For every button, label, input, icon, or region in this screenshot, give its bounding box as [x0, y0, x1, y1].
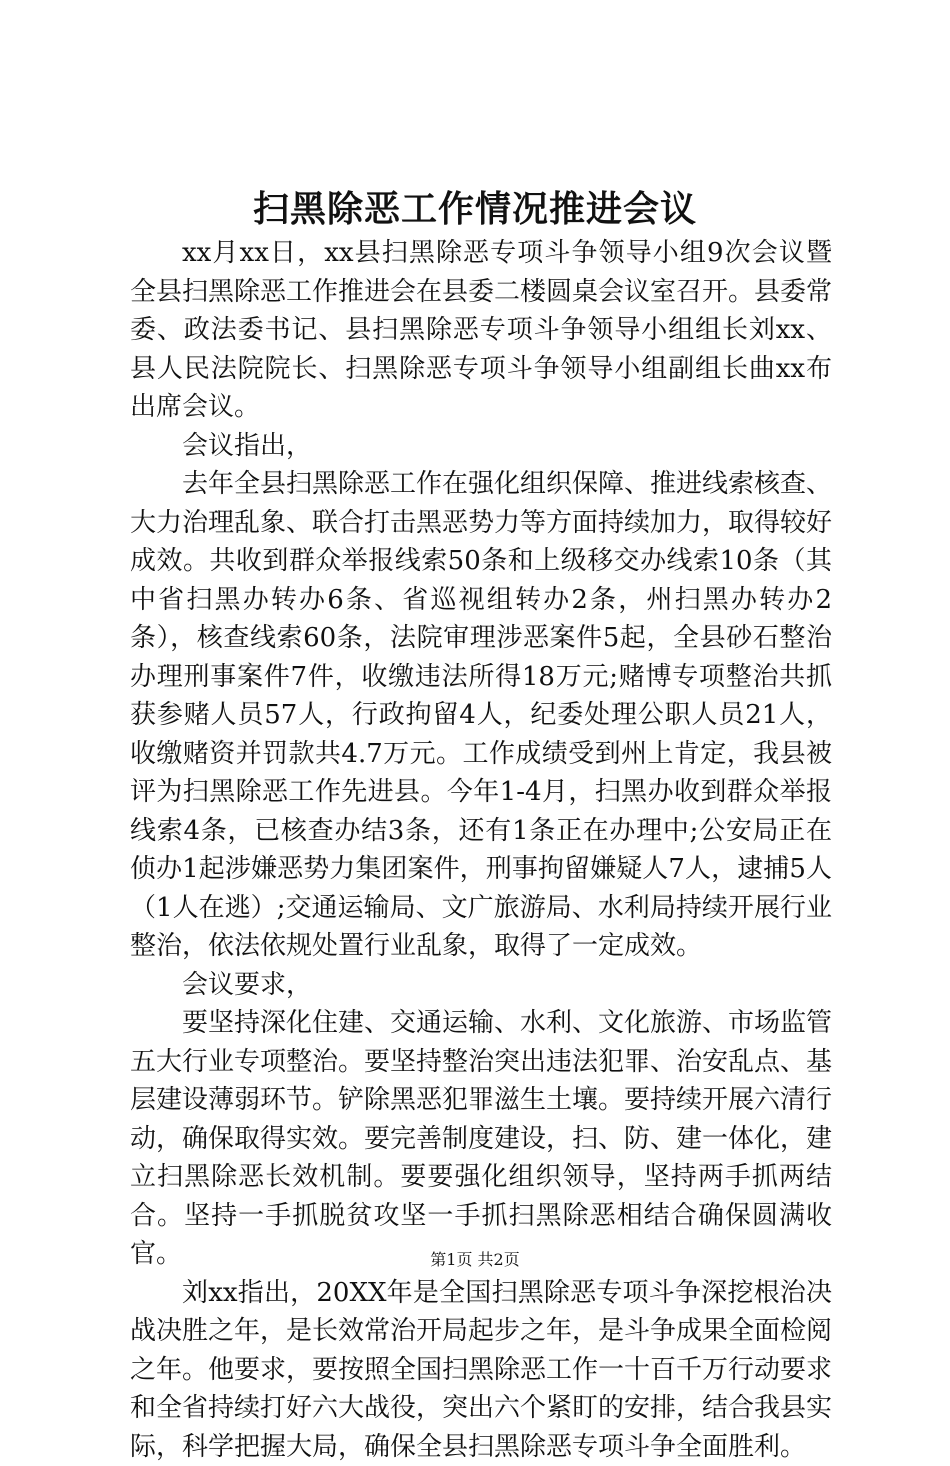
- paragraph-meeting-pointed-out: 会议指出，: [130, 427, 832, 466]
- page-number-footer: 第1页 共2页: [0, 1248, 950, 1272]
- document-title: 扫黑除恶工作情况推进会议: [0, 184, 950, 234]
- paragraph-last-year-results: 去年全县扫黑除恶工作在强化组织保障、推进线索核查、大力治理乱象、联合打击黑恶势力等方面持续加力，取得较好成效。共收到群众举报线索50条和上级移交办线索10条（其中省扫黑办转办6条、省巡视组转办2条，州扫黑办转办2条），核查线索60条，法院审理涉恶案件5起，全县砂石整治办理刑事案件7件，收缴违法所得18万元;赌博专项整治共抓获参赌人员57人，行政拘留4人，纪委处理公职人员21人，收缴赌资并罚款共4.7万元。工作成绩受到州上肯定，我县被评为扫黑除恶工作先进县。今年1-4月，扫黑办收到群众举报线索4条，已核查办结3条，还有1条正在办理中;公安局正在侦办1起涉嫌恶势力集团案件，刑事拘留嫌疑人7人，逮捕5人（1人在逃）;交通运输局、文广旅游局、水利局持续开展行业整治，依法依规处置行业乱象，取得了一定成效。: [130, 465, 832, 966]
- paragraph-requirements-detail: 要坚持深化住建、交通运输、水利、文化旅游、市场监管五大行业专项整治。要坚持整治突出违法犯罪、治安乱点、基层建设薄弱环节。铲除黑恶犯罪滋生土壤。要持续开展六清行动，确保取得实效。要完善制度建设，扫、防、建一体化，建立扫黑除恶长效机制。要要强化组织领导，坚持两手抓两结合。坚持一手抓脱贫攻坚一手抓扫黑除恶相结合确保圆满收官。: [130, 1004, 832, 1274]
- document-body: [130, 234, 832, 1466]
- paragraph-meeting-requirements: 会议要求，: [130, 966, 832, 1005]
- paragraph-meeting-intro: xx月xx日，xx县扫黑除恶专项斗争领导小组9次会议暨全县扫黑除恶工作推进会在县委二楼圆桌会议室召开。县委常委、政法委书记、县扫黑除恶专项斗争领导小组组长刘xx、县人民法院院长、扫黑除恶专项斗争领导小组副组长曲xx布出席会议。: [130, 234, 832, 427]
- paragraph-liu-remarks: 刘xx指出，20XX年是全国扫黑除恶专项斗争深挖根治决战决胜之年，是长效常治开局起步之年，是斗争成果全面检阅之年。他要求，要按照全国扫黑除恶工作一十百千万行动要求和全省持续打好六大战役，突出六个紧盯的安排，结合我县实际，科学把握大局，确保全县扫黑除恶专项斗争全面胜利。: [130, 1274, 832, 1466]
